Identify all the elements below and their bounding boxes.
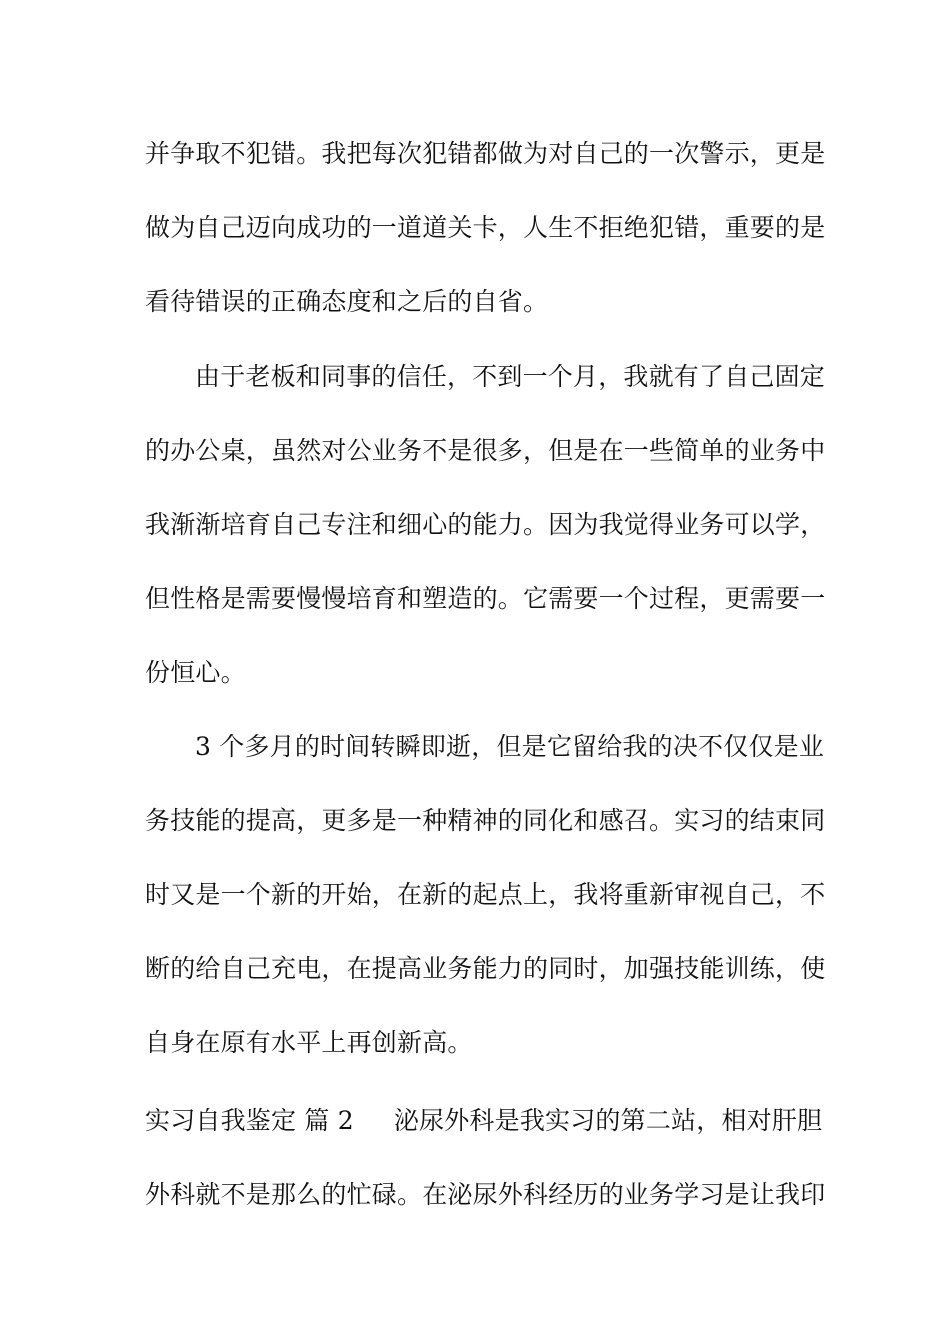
paragraph-line: 自身在原有水平上再创新高。	[145, 1028, 473, 1057]
section-first-line: 泌尿外科是我实习的第二站，相对肝胆	[393, 1106, 823, 1135]
paragraph-line: 由于老板和同事的信任，不到一个月，我就有了自己固定	[195, 362, 826, 391]
paragraph-line: 并争取不犯错。我把每次犯错都做为对自己的一次警示，更是	[145, 139, 826, 168]
paragraph-line: 3 个多月的时间转瞬即逝，但是它留给我的决不仅仅是业	[195, 732, 825, 761]
paragraph-line: 时又是一个新的开始，在新的起点上，我将重新审视自己，不	[145, 880, 826, 909]
paragraph-line: 务技能的提高，更多是一种精神的同化和感召。实习的结束同	[145, 806, 826, 835]
paragraph-line: 但性格是需要慢慢培育和塑造的。它需要一个过程，更需要一	[145, 584, 826, 613]
paragraph-line: 我渐渐培育自己专注和细心的能力。因为我觉得业务可以学，	[145, 510, 826, 539]
paragraph-line: 的办公桌，虽然对公业务不是很多，但是在一些简单的业务中	[145, 436, 826, 465]
section-heading-line	[145, 1101, 823, 1141]
paragraph-line: 断的给自己充电，在提高业务能力的同时，加强技能训练，使	[145, 954, 826, 983]
paragraph-line: 做为自己迈向成功的一道道关卡，人生不拒绝犯错，重要的是	[145, 213, 826, 242]
paragraph-line: 外科就不是那么的忙碌。在泌尿外科经历的业务学习是让我印	[145, 1180, 826, 1209]
paragraph-line: 看待错误的正确态度和之后的自省。	[145, 287, 549, 316]
section-heading: 实习自我鉴定 篇 2	[145, 1106, 354, 1135]
paragraph-line: 份恒心。	[145, 658, 246, 687]
